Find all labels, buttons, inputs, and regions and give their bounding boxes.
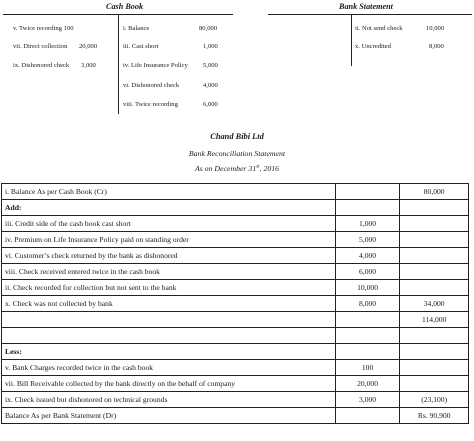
row-total: 114,000 <box>400 312 469 328</box>
row-total <box>400 328 469 344</box>
table-row <box>2 296 469 312</box>
statement-date-prefix: As on December 31 <box>194 164 257 173</box>
row-total <box>400 360 469 376</box>
table-row <box>2 376 469 392</box>
row-description: Balance As per Bank Statement (Dr) <box>2 408 336 424</box>
table-row <box>2 392 469 408</box>
row-total <box>400 216 469 232</box>
row-amount <box>335 344 400 360</box>
row-description: v. Bank Charges recorded twice in the cash book <box>2 360 336 376</box>
row-amount: 8,000 <box>335 296 400 312</box>
row-total <box>400 248 469 264</box>
bank-statement-credit-label: x. Uncredited <box>355 43 391 50</box>
cash-book-credit-amount: 4,000 <box>203 82 218 89</box>
row-total <box>400 232 469 248</box>
row-description: vi. Customer’s check returned by the bank as dishonored <box>2 248 336 264</box>
cash-book-divider <box>118 14 119 114</box>
row-amount <box>335 184 400 200</box>
statement-title: Bank Reconciliation Statement <box>188 149 286 158</box>
bank-statement-credit-amount: 8,000 <box>429 43 444 50</box>
cash-book-credit-label: iii. Cast short <box>123 43 159 50</box>
row-total <box>400 344 469 360</box>
row-total: Rs. 90,900 <box>400 408 469 424</box>
row-amount: 3,000 <box>335 392 400 408</box>
bank-statement-top-rule <box>268 14 472 15</box>
row-total: (23,100) <box>400 392 469 408</box>
row-total: 34,000 <box>400 296 469 312</box>
cash-book-credit-label: i. Balance <box>123 25 150 32</box>
cash-book-credit-amount: 6,000 <box>203 101 218 108</box>
bank-statement-credit-amount: 10,000 <box>426 25 445 32</box>
cash-book-debit-amount: 20,000 <box>79 43 98 50</box>
cash-book-credit-label: viii. Twice recording <box>123 101 178 108</box>
cash-book-debit-label: v. Twice recording 100 <box>13 25 74 32</box>
cash-book-credit-amount: 5,000 <box>203 62 218 69</box>
row-total <box>400 280 469 296</box>
reconciliation-table-body <box>2 184 469 424</box>
row-amount <box>335 312 400 328</box>
table-row <box>2 344 469 360</box>
row-total <box>400 200 469 216</box>
statement-date-suffix: , 2016 <box>259 164 280 173</box>
row-amount: 1,000 <box>335 216 400 232</box>
cash-book-debit-amount: 3,000 <box>81 62 96 69</box>
row-amount: 5,000 <box>335 232 400 248</box>
row-description <box>2 312 336 328</box>
table-row <box>2 200 469 216</box>
row-amount <box>335 328 400 344</box>
table-row <box>2 248 469 264</box>
table-row <box>2 264 469 280</box>
table-row <box>2 280 469 296</box>
statement-date <box>0 164 474 173</box>
row-description: x. Check was not collected by bank <box>2 296 336 312</box>
table-row <box>2 408 469 424</box>
row-amount: 10,000 <box>335 280 400 296</box>
row-amount: 100 <box>335 360 400 376</box>
row-amount <box>335 408 400 424</box>
company-name: Chand Bibi Ltd <box>210 132 264 141</box>
table-row <box>2 328 469 344</box>
cash-book-debit-label: ix. Dishonored check <box>13 62 70 69</box>
table-row <box>2 312 469 328</box>
row-amount: 20,000 <box>335 376 400 392</box>
table-row <box>2 360 469 376</box>
row-amount: 6,000 <box>335 264 400 280</box>
cash-book-title: Cash Book <box>106 2 144 11</box>
cash-book-credit-label: vi. Dishonored check <box>123 82 180 89</box>
cash-book-debit-label: vii. Direct collection <box>13 43 68 50</box>
row-description: iii. Credit side of the cash book cast short <box>2 216 336 232</box>
row-amount <box>335 200 400 216</box>
row-description: iv. Premium on Life Insurance Policy paid on standing order <box>2 232 336 248</box>
row-description: ii. Check recorded for collection but not sent to the bank <box>2 280 336 296</box>
row-amount: 4,000 <box>335 248 400 264</box>
cash-book-credit-amount: 1,000 <box>203 43 218 50</box>
cash-book-credit-amount: 80,000 <box>199 25 218 32</box>
row-description: Add: <box>2 200 336 216</box>
table-row <box>2 184 469 200</box>
row-description: i. Balance As per Cash Book (Cr) <box>2 184 336 200</box>
table-row <box>2 232 469 248</box>
bank-statement-divider <box>351 14 352 66</box>
statement-date-sup: st <box>256 164 260 170</box>
cash-book-credit-label: iv. Life Insurance Policy <box>123 62 188 69</box>
row-description: Less: <box>2 344 336 360</box>
row-total <box>400 376 469 392</box>
row-description: ix. Check issued but dishonored on technical grounds <box>2 392 336 408</box>
table-row <box>2 216 469 232</box>
reconciliation-table <box>1 183 469 424</box>
row-description <box>2 328 336 344</box>
row-total <box>400 264 469 280</box>
row-description: viii. Check received entered twice in the cash book <box>2 264 336 280</box>
row-description: vii. Bill Receivable collected by the bank directly on the behalf of company <box>2 376 336 392</box>
bank-statement-title: Bank Statement <box>339 2 393 11</box>
row-total: 80,000 <box>400 184 469 200</box>
bank-statement-credit-label: ii. Not send check <box>355 25 403 32</box>
